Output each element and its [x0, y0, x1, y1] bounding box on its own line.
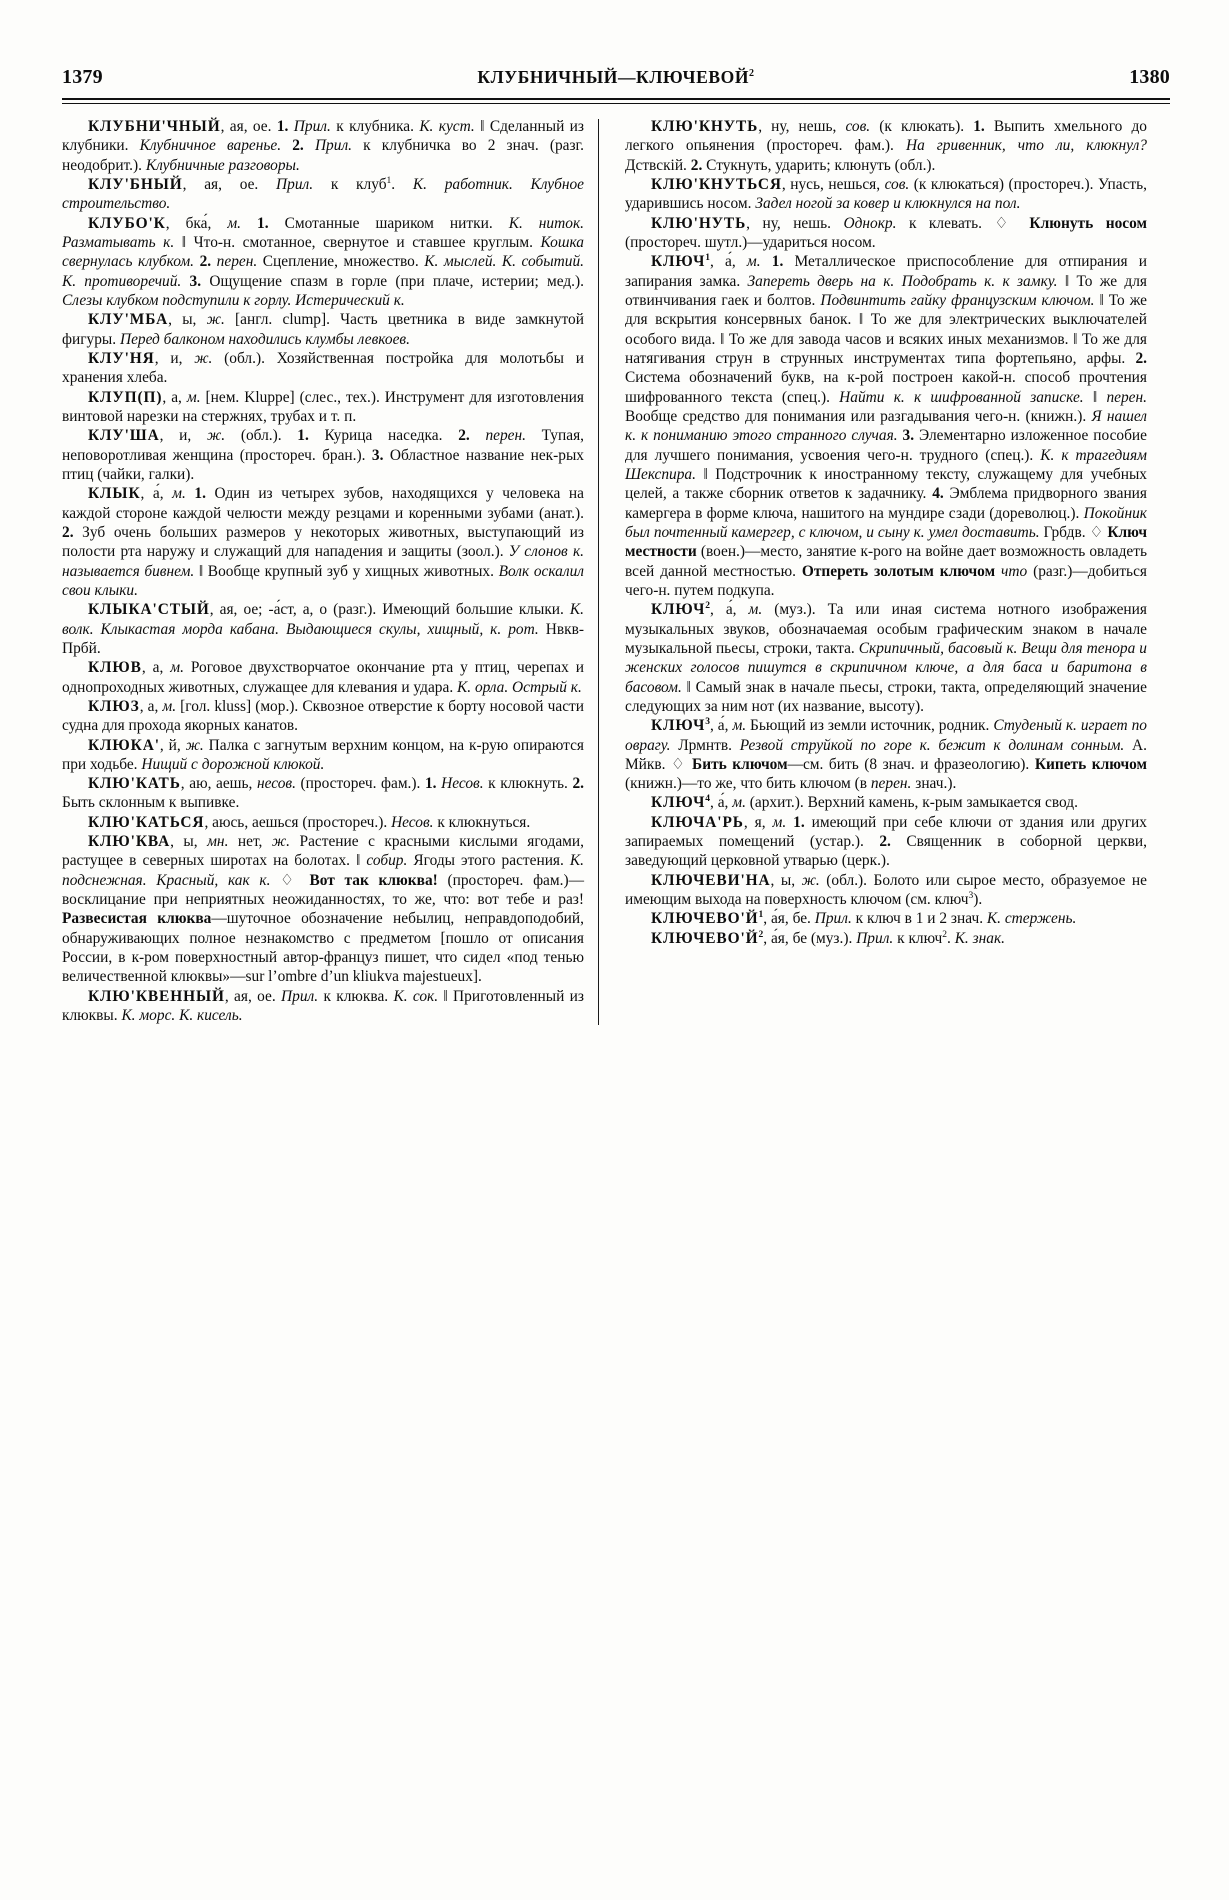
dictionary-entry [62, 310, 584, 349]
dictionary-entry [62, 426, 584, 484]
entry-headword: КЛЮ'КАТЬСЯ [88, 813, 205, 831]
entry-headword: КЛЫКА'СТЫЙ [88, 601, 210, 619]
entry-headword: КЛЮ'КНУТЬСЯ [651, 175, 782, 193]
dictionary-entry [62, 600, 584, 658]
entry-headword: КЛУБО'К [88, 214, 166, 232]
entry-headword: КЛЮЧА'РЬ [651, 813, 744, 831]
entry-body: , ну, нешь. Однокр. к клевать. ♢ Клюнуть носом (простореч. шутл.)—удариться носом. [625, 214, 1148, 251]
entry-headword: КЛЮЧ$^2$ [651, 601, 711, 619]
entry-body: , ы, ж. [англ. clump]. Часть цветника в виде замкнутой фигуры. Перед балконом находились клумбы левкоев. [62, 311, 584, 348]
entry-body: , а́, м. (архит.). Верхний камень, к-рым замыкается свод. [710, 794, 1078, 812]
dictionary-entry [62, 214, 584, 311]
entry-headword: КЛУ'МБА [88, 311, 169, 329]
header-rule [62, 98, 1170, 104]
headword-homograph-number: 3 [705, 717, 711, 728]
entry-headword: КЛУ'БНЫЙ [88, 175, 183, 193]
headword-homograph-number: 4 [705, 794, 711, 805]
entry-body: , и, ж. (обл.). Хозяйственная постройка для молотьбы и хранения хлеба. [62, 349, 584, 387]
entry-headword: КЛЮЧ$^1$ [651, 253, 711, 271]
entry-body: , а́, м. 1. Один из четырех зубов, находящихся у человека на каждой стороне каждой челюсти между резцами и коренными зубами (анат.). 2. Зуб очень больших размеров у некоторых животных, выступающий из полости рта наружу и служащий для нападения и защиты (зоол.). У слонов к. называется бивнем. ‖ Вообще крупный зуб у хищных животных. Волк оскалил свои клыки. [62, 485, 584, 599]
entry-body: , нусь, нешься, сов. (к клюкаться) (простореч.). Упасть, ударившись носом. Задел ногой за ковер и клюкнулся на пол. [625, 175, 1148, 213]
dictionary-entry [625, 117, 1147, 175]
entry-body: , ая, ое. Прил. к клюква. К. сок. ‖ Приготовленный из клюквы. К. морс. К. кисель. [62, 987, 585, 1025]
dictionary-entry [625, 793, 1147, 812]
entry-body: , аю, аешь, несов. (простореч. фам.). 1. Несов. к клюкнуть. 2. Быть склонным к выпивке. [62, 775, 584, 812]
dictionary-entry [625, 716, 1147, 793]
left-column [62, 117, 598, 1025]
entry-body: , а́, м. Бьющий из земли источник, родник. Студеный к. играет по оврагу. Лрмнтв. Резвой струйкой по горе к. бежит к долинам сонным. А. Мйкв. ♢ Бить ключом—см. бить (8 знач. и фразеологию). Кипеть ключом (книжн.)—то же, что бить ключом (в перен. знач.). [625, 717, 1148, 793]
entry-body: , я, м. 1. имеющий при себе ключи от здания или других запираемых помещений (устар.). 2. Священник в соборной церкви, заведующий церковной утварью (церк.). [625, 813, 1147, 870]
dictionary-entry [62, 813, 584, 832]
dictionary-entry [625, 871, 1147, 910]
running-head [103, 67, 1129, 88]
entry-headword: КЛЮЗ [88, 697, 140, 715]
dictionary-entry [62, 736, 584, 775]
entry-headword: КЛЫК [88, 485, 141, 503]
folio-right: 1380 [1129, 66, 1170, 88]
entry-headword: КЛЮЧ$^4$ [651, 794, 711, 812]
entry-body: , бка́, м. 1. Смотанные шариком нитки. К. ниток. Разматывать к. ‖ Что-н. смотанное, свернутое и ставшее круглым. Кошка свернулась клубком. 2. перен. Сцепление, множество. К. мыслей. К. событий. К. противоречий. 3. Ощущение спазм в горле (при плаче, истерии; мед.). Слезы клубком подступили к горлу. Истерический к. [62, 214, 584, 309]
entry-body: , а, м. [нем. Kluppe] (слес., тех.). Инструмент для изготовления винтовой нарезки на стержнях, трубах и т. п. [62, 388, 584, 425]
dictionary-entry [625, 909, 1147, 928]
headword-homograph-number: 2 [758, 929, 764, 940]
dictionary-entry [62, 832, 584, 987]
dictionary-entry [625, 813, 1147, 871]
entry-body: , и, ж. (обл.). 1. Курица наседка. 2. перен. Тупая, неповоротливая женщина (простореч. бран.). 3. Областное название нек-рых птиц (чайки, галки). [62, 427, 585, 483]
entry-body: , ая, ое. Прил. к клуб$^1$. К. работник. Клубное строительство. [62, 175, 585, 213]
dictionary-entry [625, 214, 1147, 253]
dictionary-entry [62, 774, 584, 813]
dictionary-entry [62, 697, 584, 736]
entry-body: , ы, мн. нет, ж. Растение с красными кислыми ягодами, растущее в северных широтах на болотах. ‖ собир. Ягоды этого растения. К. подснежная. Красный, как к. ♢ Вот так клюква! (простореч. фам.)—восклицание при неприятных неожиданностях, то же, что: вот тебе и раз! Развесистая клюква—шуточное обозначение небылиц, неправдоподобий, обнаруживающих полное незнакомство с предметом [пошло от описания России, в к-ром поверхностный автор-француз пишет, что сидел «под тенью величественной клюквы»—sur l’ombre d’un kliukva majestueux]. [62, 833, 584, 986]
entry-headword: КЛЮЧЕВИ'НА [651, 871, 771, 889]
dictionary-entry [62, 987, 584, 1026]
entry-headword: $КЛЮЧЕВО'Й^1$ [651, 910, 764, 928]
entry-body: , а́я, бе. Прил. к ключ в 1 и 2 знач. К. стержень. [763, 910, 1077, 928]
dictionary-entry [62, 388, 584, 427]
entry-headword: КЛЮЧ$^3$ [651, 717, 711, 735]
entry-headword: КЛЮКА' [88, 736, 160, 754]
entry-body: , а́, м. (муз.). Та или иная система нотного изображения музыкальных звуков, обозначаемая особым графическим знаком в начале музыкальной пьесы, строки, такта. Скрипичный, басовый к. Вещи для тенора и женских голосов пишутся в скрипичном ключе, а для баса и баритона в басовом. ‖ Самый знак в начале пьесы, строки, такта, определяющий значение следующих за ним нот (их название, высоту). [625, 601, 1147, 715]
entry-headword: КЛЮВ [88, 659, 142, 677]
entry-body: , а, м. Роговое двухстворчатое окончание рта у птиц, черепах и однопроходных животных, служащее для клевания и удара. К. орла. Острый к. [62, 659, 584, 696]
dictionary-entry [62, 349, 584, 388]
column-container [62, 117, 1170, 1025]
entry-headword: КЛУ'ША [88, 427, 160, 445]
dictionary-entry [62, 175, 584, 214]
dictionary-entry [62, 117, 584, 175]
entry-headword: КЛЮ'КНУТЬ [651, 118, 759, 135]
entry-headword: $КЛЮЧЕВО'Й^2$ [651, 929, 764, 947]
folio-left: 1379 [62, 66, 103, 88]
entry-headword: КЛЮ'КВЕННЫЙ [88, 987, 225, 1005]
dictionary-entry [625, 252, 1147, 600]
running-head-superscript: 2 [749, 68, 755, 80]
entry-headword: КЛУ'НЯ [88, 349, 155, 367]
right-column [599, 117, 1147, 1025]
headword-homograph-number: 1 [705, 253, 711, 264]
entry-body: , а́, м. 1. Металлическое приспособление для отпирания и запирания замка. Запереть дверь на к. Подобрать к. к замку. ‖ То же для отвинчивания гаек и болтов. Подвинтить гайку французским ключом. ‖ То же для вскрытия консервных банок. ‖ То же для электрических выключателей особого вида. ‖ То же для завода часов и всяких иных механизмов. ‖ То же для натягивания струн в струнных инструментах типа фортепьяно, арфы. 2. Система обозначений букв, на к-рой построен какой-н. способ прочтения шифрованного текста (спец.). Найти к. к шифрованной записке. ‖ перен. Вообще средство для понимания или разгадывания чего-н. (книжн.). Я нашел к. к пониманию этого странного случая. 3. Элементарно изложенное пособие для лучшего понимания, усвоения чего-н. трудного (спец.). К. к трагедиям Шекспира. ‖ Подстрочник к иностранному тексту, служащему для учебных целей, а также сборник ответов к задачнику. 4. Эмблема придворного звания камергера в форме ключа, нашитого на мундире сзади (дореволюц.). Покойник был почтенный камергер, с ключом, и сыну к. умел доставить. Грбдв. ♢ Ключ местности (воен.)—место, занятие к-рого на войне дает возможность овладеть всей данной местностью. Отпереть золотым ключом что (разг.)—добиться чего-н. путем подкупа. [625, 253, 1148, 599]
dictionary-entry [62, 484, 584, 600]
dictionary-entry [625, 600, 1147, 716]
entry-headword: КЛЮ'КВА [88, 833, 171, 851]
dictionary-entry [62, 658, 584, 697]
dictionary-entry [625, 175, 1147, 214]
dictionary-entry [625, 929, 1147, 948]
headword-homograph-number: 1 [758, 910, 764, 921]
entry-body: , ы, ж. (обл.). Болото или сырое место, образуемое не имеющим выхода на поверхность ключом (см. ключ$^3$). [625, 871, 1147, 909]
entry-body: , ну, нешь, сов. (к клюкать). 1. Выпить хмельного до легкого опьянения (простореч. фам.). На гривенник, что ли, клюкнул? Дствскій. 2. Стукнуть, ударить; клюнуть (обл.). [625, 118, 1147, 174]
headword-homograph-number: 2 [705, 601, 711, 612]
entry-headword: КЛУБНИ'ЧНЫЙ [88, 118, 221, 135]
entry-body: , а, м. [гол. kluss] (мор.). Сквозное отверстие к борту носовой части судна для прохода якорных канатов. [62, 697, 584, 735]
page-header [62, 66, 1170, 89]
entry-body: , ая, ое; -а́ст, а, о (разг.). Имеющий большие клыки. К. волк. Клыкастая морда кабана. Выдающиеся скулы, хищный, к. рот. Нвкв-Прбй. [62, 601, 585, 657]
entry-headword: КЛЮ'КАТЬ [88, 775, 181, 793]
entry-body: , а́я, бе (муз.). Прил. к ключ$^2$. К. знак. [763, 929, 1006, 947]
entry-body: , й, ж. Палка с загнутым верхним концом, на к-рую опираются при ходьбе. Нищий с дорожной клюкой. [62, 736, 584, 773]
entry-body: , ая, ое. 1. Прил. к клубника. К. куст. ‖ Сделанный из клубники. Клубничное варенье. 2. Прил. к клубничка во 2 знач. (разг. неодобрит.). Клубничные разговоры. [62, 118, 584, 174]
running-head-text: КЛУБНИЧНЫЙ—КЛЮЧЕВОЙ [477, 67, 750, 87]
entry-headword: КЛЮ'НУТЬ [651, 214, 747, 232]
entry-body: , аюсь, аешься (простореч.). Несов. к клюкнуться. [204, 813, 531, 831]
entry-headword: КЛУП(П) [88, 388, 163, 406]
